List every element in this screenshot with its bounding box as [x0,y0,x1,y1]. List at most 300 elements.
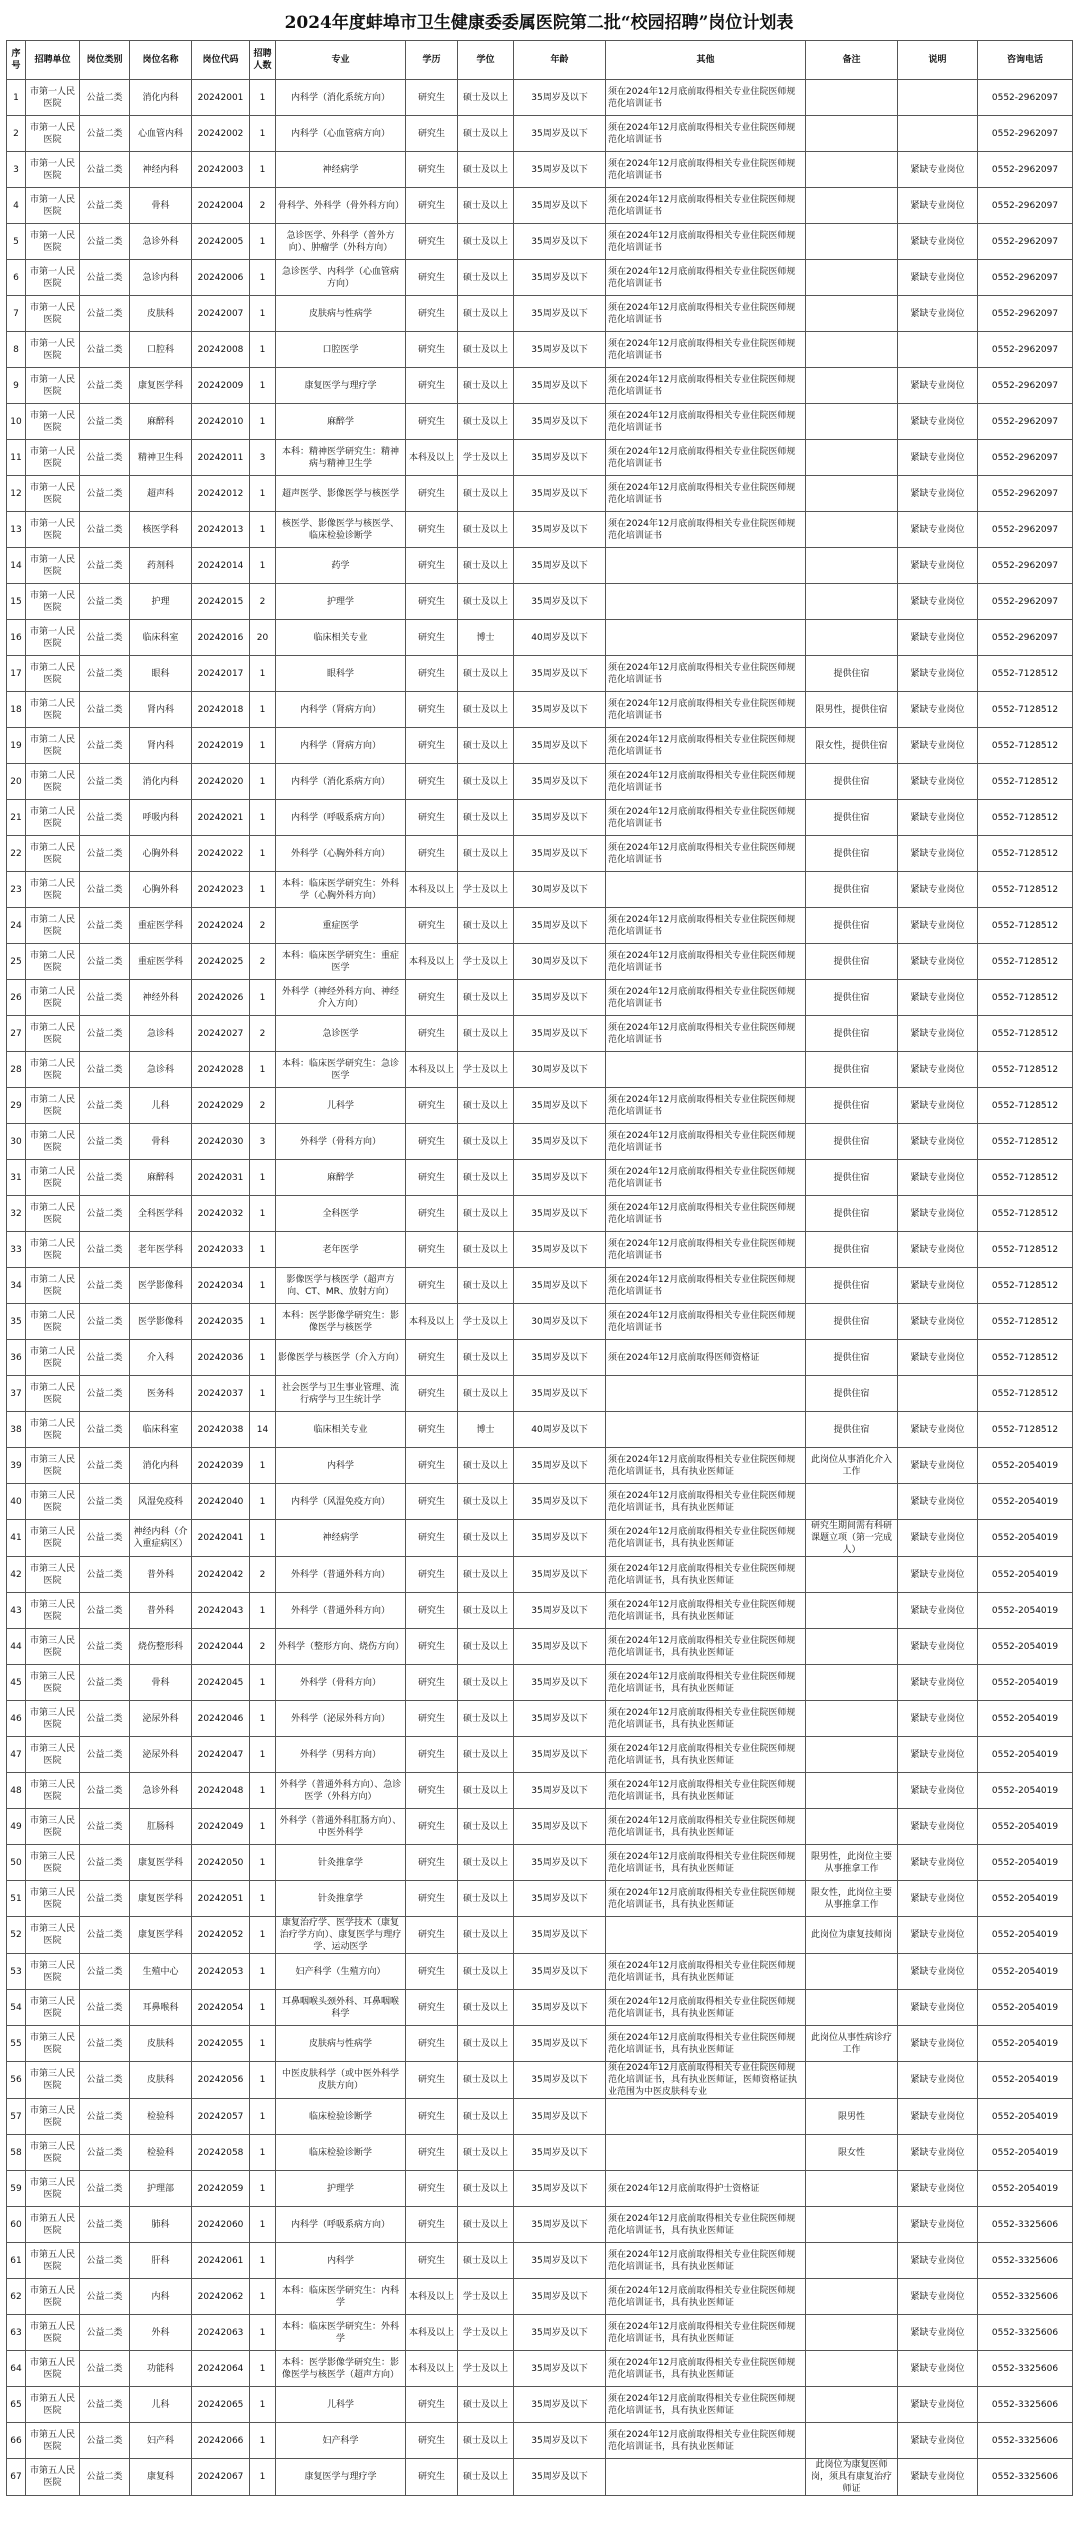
seq-cell: 8 [7,332,26,368]
position-name-cell: 皮肤科 [130,296,192,332]
education-cell: 研究生 [406,1376,458,1412]
note-cell [898,1376,978,1412]
unit-cell: 市第二人民医院 [26,764,80,800]
phone-cell: 0552-2054019 [978,1845,1073,1881]
position-name-cell: 肾内科 [130,692,192,728]
other-cell: 须在2024年12月底前取得相关专业住院医师规范化培训证书，具有执业医师证 [606,2423,806,2459]
education-cell: 研究生 [406,404,458,440]
other-cell: 须在2024年12月底前取得相关专业住院医师规范化培训证书，具有执业医师证 [606,1593,806,1629]
phone-cell: 0552-7128512 [978,692,1073,728]
phone-cell: 0552-2054019 [978,1484,1073,1520]
position-code-cell: 20242043 [192,1593,250,1629]
seq-cell: 67 [7,2459,26,2496]
note-cell: 紧缺专业岗位 [898,476,978,512]
position-name-cell: 皮肤科 [130,2062,192,2099]
major-cell: 皮肤病与性病学 [276,2026,406,2062]
phone-cell: 0552-2054019 [978,1917,1073,1954]
category-cell: 公益二类 [80,1196,130,1232]
count-cell: 1 [250,2099,276,2135]
unit-cell: 市第一人民医院 [26,116,80,152]
degree-cell: 硕士及以上 [458,2171,514,2207]
other-cell [606,620,806,656]
table-row [7,656,1073,692]
remark-cell [806,80,898,116]
seq-cell: 36 [7,1340,26,1376]
note-cell: 紧缺专业岗位 [898,1304,978,1340]
note-cell: 紧缺专业岗位 [898,1809,978,1845]
category-cell: 公益二类 [80,1088,130,1124]
note-cell: 紧缺专业岗位 [898,1196,978,1232]
unit-cell: 市第一人民医院 [26,152,80,188]
phone-cell: 0552-2054019 [978,2099,1073,2135]
position-code-cell: 20242003 [192,152,250,188]
note-cell: 紧缺专业岗位 [898,1593,978,1629]
other-cell: 须在2024年12月底前取得相关专业住院医师规范化培训证书，具有执业医师证 [606,1665,806,1701]
phone-cell: 0552-2054019 [978,1881,1073,1917]
major-cell: 护理学 [276,584,406,620]
other-cell [606,1917,806,1954]
unit-cell: 市第三人民医院 [26,1557,80,1593]
age-cell: 35周岁及以下 [514,1665,606,1701]
major-cell: 本科：医学影像学研究生：影像医学与核医学 [276,1304,406,1340]
age-cell: 35周岁及以下 [514,1881,606,1917]
remark-cell: 限女性，此岗位主要从事推拿工作 [806,1881,898,1917]
age-cell: 35周岁及以下 [514,908,606,944]
phone-cell: 0552-7128512 [978,944,1073,980]
unit-cell: 市第二人民医院 [26,872,80,908]
header-degree: 学位 [458,41,514,80]
note-cell [898,116,978,152]
position-name-cell: 消化内科 [130,80,192,116]
education-cell: 研究生 [406,260,458,296]
table-row [7,2243,1073,2279]
category-cell: 公益二类 [80,548,130,584]
age-cell: 35周岁及以下 [514,2171,606,2207]
education-cell: 研究生 [406,2099,458,2135]
degree-cell: 硕士及以上 [458,1376,514,1412]
education-cell: 研究生 [406,1665,458,1701]
position-code-cell: 20242041 [192,1520,250,1557]
count-cell: 1 [250,1376,276,1412]
table-row [7,1881,1073,1917]
position-code-cell: 20242032 [192,1196,250,1232]
position-name-cell: 急诊内科 [130,260,192,296]
degree-cell: 硕士及以上 [458,656,514,692]
degree-cell: 硕士及以上 [458,2207,514,2243]
count-cell: 20 [250,620,276,656]
position-name-cell: 烧伤整形科 [130,1629,192,1665]
seq-cell: 49 [7,1809,26,1845]
other-cell: 须在2024年12月底前取得相关专业住院医师规范化培训证书 [606,188,806,224]
count-cell: 1 [250,1160,276,1196]
count-cell: 1 [250,80,276,116]
table-row [7,1809,1073,1845]
count-cell: 1 [250,800,276,836]
education-cell: 本科及以上 [406,2351,458,2387]
header-count: 招聘人数 [250,41,276,80]
category-cell: 公益二类 [80,440,130,476]
major-cell: 麻醉学 [276,1160,406,1196]
degree-cell: 学士及以上 [458,1052,514,1088]
table-row [7,1629,1073,1665]
category-cell: 公益二类 [80,1016,130,1052]
phone-cell: 0552-2054019 [978,1773,1073,1809]
count-cell: 1 [250,1701,276,1737]
note-cell: 紧缺专业岗位 [898,908,978,944]
position-code-cell: 20242054 [192,1990,250,2026]
position-name-cell: 检验科 [130,2099,192,2135]
table-row [7,1484,1073,1520]
age-cell: 35周岁及以下 [514,2351,606,2387]
other-cell: 须在2024年12月底前取得相关专业住院医师规范化培训证书，具有执业医师证 [606,2315,806,2351]
phone-cell: 0552-7128512 [978,1016,1073,1052]
other-cell: 须在2024年12月底前取得相关专业住院医师规范化培训证书 [606,404,806,440]
phone-cell: 0552-7128512 [978,1052,1073,1088]
position-code-cell: 20242016 [192,620,250,656]
table-row [7,1701,1073,1737]
count-cell: 1 [250,2171,276,2207]
seq-cell: 43 [7,1593,26,1629]
table-body [7,80,1073,2496]
other-cell [606,1052,806,1088]
other-cell: 须在2024年12月底前取得相关专业住院医师规范化培训证书，具有执业医师证 [606,1484,806,1520]
age-cell: 35周岁及以下 [514,80,606,116]
note-cell: 紧缺专业岗位 [898,224,978,260]
table-row [7,224,1073,260]
education-cell: 研究生 [406,1593,458,1629]
unit-cell: 市第二人民医院 [26,692,80,728]
seq-cell: 55 [7,2026,26,2062]
age-cell: 35周岁及以下 [514,440,606,476]
other-cell: 须在2024年12月底前取得相关专业住院医师规范化培训证书，具有执业医师证，医师资格证执业范围为中医皮肤科专业 [606,2062,806,2099]
phone-cell: 0552-7128512 [978,800,1073,836]
education-cell: 研究生 [406,2062,458,2099]
major-cell: 外科学（普通外科方向） [276,1593,406,1629]
count-cell: 1 [250,980,276,1016]
position-code-cell: 20242005 [192,224,250,260]
phone-cell: 0552-7128512 [978,908,1073,944]
other-cell: 须在2024年12月底前取得相关专业住院医师规范化培训证书 [606,476,806,512]
table-row [7,2026,1073,2062]
category-cell: 公益二类 [80,1376,130,1412]
table-row [7,1268,1073,1304]
unit-cell: 市第三人民医院 [26,1593,80,1629]
category-cell: 公益二类 [80,1124,130,1160]
category-cell: 公益二类 [80,656,130,692]
table-row [7,728,1073,764]
degree-cell: 学士及以上 [458,2279,514,2315]
phone-cell: 0552-2962097 [978,332,1073,368]
note-cell: 紧缺专业岗位 [898,1124,978,1160]
count-cell: 3 [250,440,276,476]
unit-cell: 市第一人民医院 [26,80,80,116]
position-name-cell: 医学影像科 [130,1268,192,1304]
degree-cell: 硕士及以上 [458,1737,514,1773]
position-name-cell: 临床科室 [130,620,192,656]
age-cell: 35周岁及以下 [514,1448,606,1484]
phone-cell: 0552-2962097 [978,620,1073,656]
position-code-cell: 20242060 [192,2207,250,2243]
major-cell: 内科学（消化系病方向） [276,764,406,800]
position-name-cell: 眼科 [130,656,192,692]
remark-cell: 提供住宿 [806,1232,898,1268]
other-cell: 须在2024年12月底前取得相关专业住院医师规范化培训证书，具有执业医师证 [606,1448,806,1484]
count-cell: 1 [250,1954,276,1990]
education-cell: 研究生 [406,980,458,1016]
unit-cell: 市第二人民医院 [26,944,80,980]
position-code-cell: 20242031 [192,1160,250,1196]
seq-cell: 4 [7,188,26,224]
major-cell: 社会医学与卫生事业管理、流行病学与卫生统计学 [276,1376,406,1412]
phone-cell: 0552-2054019 [978,1520,1073,1557]
major-cell: 外科学（普通外科方向）、急诊医学（外科方向） [276,1773,406,1809]
category-cell: 公益二类 [80,1881,130,1917]
major-cell: 康复治疗学、医学技术（康复治疗学方向）、康复医学与理疗学、运动医学 [276,1917,406,1954]
degree-cell: 硕士及以上 [458,1160,514,1196]
degree-cell: 硕士及以上 [458,476,514,512]
major-cell: 本科：临床医学研究生：急诊医学 [276,1052,406,1088]
phone-cell: 0552-3325606 [978,2459,1073,2496]
age-cell: 35周岁及以下 [514,512,606,548]
education-cell: 研究生 [406,1845,458,1881]
degree-cell: 硕士及以上 [458,584,514,620]
seq-cell: 57 [7,2099,26,2135]
phone-cell: 0552-2054019 [978,2171,1073,2207]
table-row [7,404,1073,440]
count-cell: 1 [250,2207,276,2243]
remark-cell: 限男性，此岗位主要从事推拿工作 [806,1845,898,1881]
phone-cell: 0552-2962097 [978,260,1073,296]
other-cell: 须在2024年12月底前取得相关专业住院医师规范化培训证书，具有执业医师证 [606,1990,806,2026]
position-code-cell: 20242018 [192,692,250,728]
count-cell: 1 [250,692,276,728]
position-name-cell: 精神卫生科 [130,440,192,476]
position-name-cell: 介入科 [130,1340,192,1376]
major-cell: 外科学（普通外科方向） [276,1557,406,1593]
education-cell: 研究生 [406,1881,458,1917]
education-cell: 研究生 [406,368,458,404]
category-cell: 公益二类 [80,728,130,764]
age-cell: 35周岁及以下 [514,1917,606,1954]
seq-cell: 52 [7,1917,26,1954]
education-cell: 研究生 [406,1160,458,1196]
education-cell: 研究生 [406,1917,458,1954]
position-name-cell: 泌尿外科 [130,1737,192,1773]
category-cell: 公益二类 [80,584,130,620]
age-cell: 35周岁及以下 [514,1809,606,1845]
major-cell: 眼科学 [276,656,406,692]
table-row [7,620,1073,656]
category-cell: 公益二类 [80,872,130,908]
category-cell: 公益二类 [80,1520,130,1557]
remark-cell: 提供住宿 [806,1196,898,1232]
table-row [7,1160,1073,1196]
major-cell: 护理学 [276,2171,406,2207]
remark-cell [806,1665,898,1701]
table-row [7,1448,1073,1484]
major-cell: 外科学（骨科方向） [276,1665,406,1701]
position-name-cell: 神经内科（介入重症病区） [130,1520,192,1557]
count-cell: 1 [250,1484,276,1520]
count-cell: 1 [250,260,276,296]
table-row [7,2207,1073,2243]
major-cell: 超声医学、影像医学与核医学 [276,476,406,512]
position-name-cell: 急诊外科 [130,224,192,260]
phone-cell: 0552-2962097 [978,512,1073,548]
position-name-cell: 消化内科 [130,764,192,800]
unit-cell: 市第三人民医院 [26,1809,80,1845]
unit-cell: 市第三人民医院 [26,1701,80,1737]
document-page [6,0,1072,2496]
phone-cell: 0552-3325606 [978,2207,1073,2243]
unit-cell: 市第五人民医院 [26,2315,80,2351]
education-cell: 研究生 [406,800,458,836]
position-code-cell: 20242019 [192,728,250,764]
major-cell: 神经病学 [276,152,406,188]
category-cell: 公益二类 [80,332,130,368]
position-name-cell: 康复医学科 [130,1845,192,1881]
note-cell: 紧缺专业岗位 [898,764,978,800]
seq-cell: 33 [7,1232,26,1268]
table-row [7,440,1073,476]
position-name-cell: 普外科 [130,1557,192,1593]
remark-cell: 此岗位为康复医师岗，须具有康复治疗师证 [806,2459,898,2496]
position-code-cell: 20242050 [192,1845,250,1881]
degree-cell: 学士及以上 [458,440,514,476]
education-cell: 研究生 [406,2423,458,2459]
phone-cell: 0552-7128512 [978,1160,1073,1196]
age-cell: 35周岁及以下 [514,584,606,620]
remark-cell [806,2062,898,2099]
note-cell: 紧缺专业岗位 [898,2243,978,2279]
degree-cell: 硕士及以上 [458,260,514,296]
major-cell: 本科：临床医学研究生：外科学（心胸外科方向） [276,872,406,908]
major-cell: 老年医学 [276,1232,406,1268]
major-cell: 临床检验诊断学 [276,2135,406,2171]
position-name-cell: 检验科 [130,2135,192,2171]
position-code-cell: 20242040 [192,1484,250,1520]
note-cell: 紧缺专业岗位 [898,152,978,188]
phone-cell: 0552-7128512 [978,836,1073,872]
note-cell: 紧缺专业岗位 [898,2062,978,2099]
seq-cell: 22 [7,836,26,872]
remark-cell: 研究生期间需有科研课题立项（第一完成人） [806,1520,898,1557]
unit-cell: 市第二人民医院 [26,1232,80,1268]
remark-cell: 提供住宿 [806,800,898,836]
table-row [7,2459,1073,2496]
age-cell: 35周岁及以下 [514,2243,606,2279]
unit-cell: 市第五人民医院 [26,2387,80,2423]
unit-cell: 市第二人民医院 [26,800,80,836]
unit-cell: 市第二人民医院 [26,1196,80,1232]
table-row [7,296,1073,332]
category-cell: 公益二类 [80,1809,130,1845]
seq-cell: 45 [7,1665,26,1701]
remark-cell: 此岗位从事消化介入工作 [806,1448,898,1484]
remark-cell [806,584,898,620]
position-code-cell: 20242057 [192,2099,250,2135]
major-cell: 康复医学与理疗学 [276,2459,406,2496]
unit-cell: 市第二人民医院 [26,656,80,692]
position-name-cell: 皮肤科 [130,2026,192,2062]
phone-cell: 0552-7128512 [978,728,1073,764]
major-cell: 内科学 [276,1448,406,1484]
position-code-cell: 20242008 [192,332,250,368]
education-cell: 研究生 [406,1016,458,1052]
other-cell: 须在2024年12月底前取得相关专业住院医师规范化培训证书 [606,764,806,800]
seq-cell: 13 [7,512,26,548]
major-cell: 中医皮肤科学（或中医外科学皮肤方向） [276,2062,406,2099]
count-cell: 1 [250,1304,276,1340]
degree-cell: 学士及以上 [458,944,514,980]
degree-cell: 硕士及以上 [458,1088,514,1124]
education-cell: 研究生 [406,1412,458,1448]
education-cell: 研究生 [406,620,458,656]
note-cell: 紧缺专业岗位 [898,620,978,656]
age-cell: 35周岁及以下 [514,2062,606,2099]
degree-cell: 硕士及以上 [458,2387,514,2423]
note-cell: 紧缺专业岗位 [898,1773,978,1809]
education-cell: 研究生 [406,476,458,512]
remark-cell: 提供住宿 [806,1376,898,1412]
age-cell: 35周岁及以下 [514,2207,606,2243]
education-cell: 研究生 [406,332,458,368]
degree-cell: 硕士及以上 [458,2243,514,2279]
age-cell: 35周岁及以下 [514,1520,606,1557]
education-cell: 研究生 [406,2243,458,2279]
other-cell: 须在2024年12月底前取得相关专业住院医师规范化培训证书 [606,944,806,980]
phone-cell: 0552-7128512 [978,1340,1073,1376]
major-cell: 本科：医学影像学研究生：影像医学与核医学（超声方向） [276,2351,406,2387]
major-cell: 外科学（泌尿外科方向） [276,1701,406,1737]
position-code-cell: 20242067 [192,2459,250,2496]
major-cell: 耳鼻咽喉头颈外科、耳鼻咽喉科学 [276,1990,406,2026]
note-cell: 紧缺专业岗位 [898,512,978,548]
degree-cell: 硕士及以上 [458,80,514,116]
position-name-cell: 急诊外科 [130,1773,192,1809]
major-cell: 临床检验诊断学 [276,2099,406,2135]
other-cell: 须在2024年12月底前取得相关专业住院医师规范化培训证书，具有执业医师证 [606,2026,806,2062]
phone-cell: 0552-2962097 [978,404,1073,440]
major-cell: 影像医学与核医学（超声方向、CT、MR、放射方向） [276,1268,406,1304]
age-cell: 35周岁及以下 [514,1088,606,1124]
seq-cell: 34 [7,1268,26,1304]
seq-cell: 63 [7,2315,26,2351]
remark-cell: 提供住宿 [806,1304,898,1340]
education-cell: 研究生 [406,1088,458,1124]
table-row [7,476,1073,512]
category-cell: 公益二类 [80,980,130,1016]
age-cell: 35周岁及以下 [514,1990,606,2026]
degree-cell: 硕士及以上 [458,1124,514,1160]
note-cell: 紧缺专业岗位 [898,1520,978,1557]
note-cell: 紧缺专业岗位 [898,440,978,476]
table-row [7,512,1073,548]
major-cell: 妇产科学（生殖方向） [276,1954,406,1990]
count-cell: 1 [250,1196,276,1232]
position-name-cell: 护理 [130,584,192,620]
phone-cell: 0552-2962097 [978,224,1073,260]
age-cell: 30周岁及以下 [514,1304,606,1340]
age-cell: 35周岁及以下 [514,2135,606,2171]
age-cell: 35周岁及以下 [514,1196,606,1232]
category-cell: 公益二类 [80,368,130,404]
unit-cell: 市第五人民医院 [26,2207,80,2243]
count-cell: 1 [250,2351,276,2387]
phone-cell: 0552-2054019 [978,2135,1073,2171]
document-title: 2024年度蚌埠市卫生健康委委属医院第二批“校园招聘”岗位计划表 [284,13,794,33]
seq-cell: 50 [7,1845,26,1881]
